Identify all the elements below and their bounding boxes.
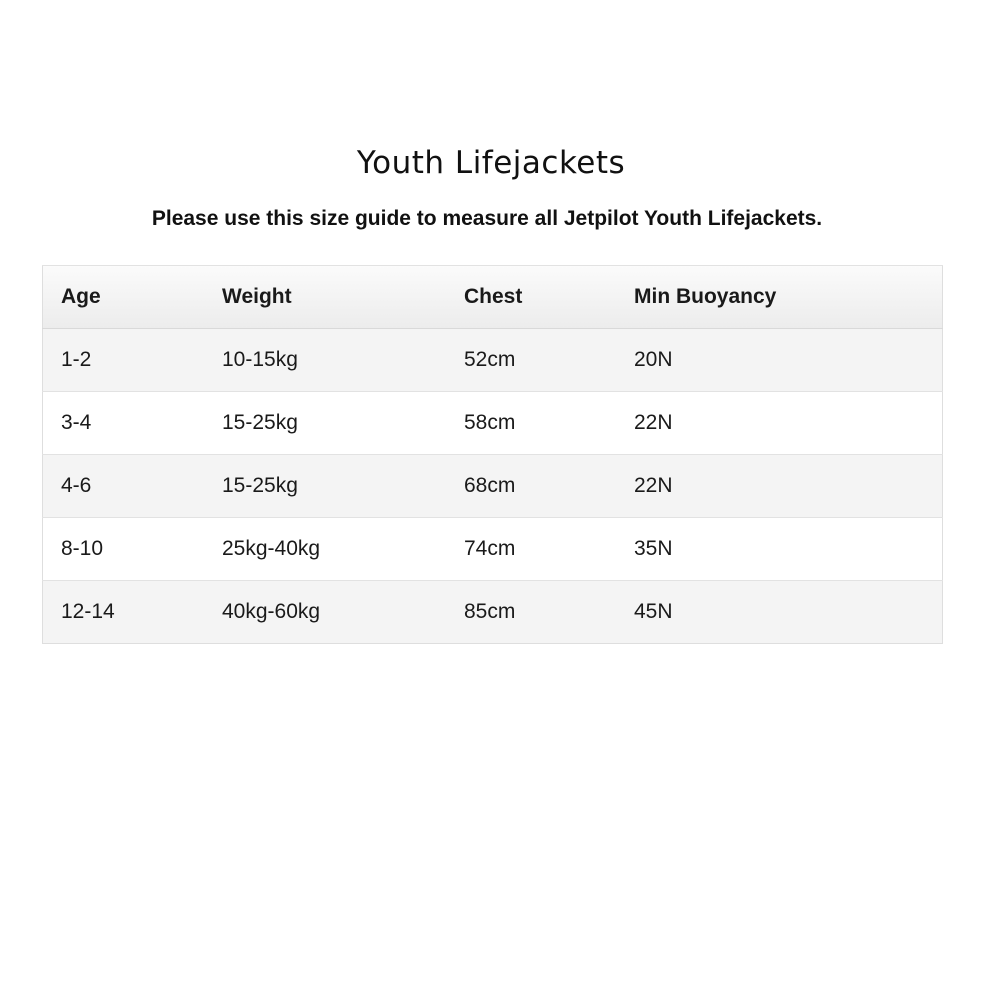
table-row [43, 518, 943, 581]
cell-chest: 52cm [446, 329, 616, 392]
cell-min-buoyancy: 20N [616, 329, 943, 392]
header-age: Age [43, 266, 205, 329]
table-header-row [43, 266, 943, 329]
cell-min-buoyancy: 22N [616, 392, 943, 455]
cell-chest: 68cm [446, 455, 616, 518]
cell-age: 3-4 [43, 392, 205, 455]
table-row [43, 329, 943, 392]
cell-age: 8-10 [43, 518, 205, 581]
table-row [43, 392, 943, 455]
cell-weight: 10-15kg [204, 329, 446, 392]
cell-age: 12-14 [43, 581, 205, 644]
table-row [43, 455, 943, 518]
cell-min-buoyancy: 45N [616, 581, 943, 644]
cell-weight: 15-25kg [204, 392, 446, 455]
cell-age: 1-2 [43, 329, 205, 392]
size-guide-table [42, 265, 943, 644]
cell-chest: 85cm [446, 581, 616, 644]
cell-min-buoyancy: 35N [616, 518, 943, 581]
cell-chest: 74cm [446, 518, 616, 581]
header-chest: Chest [446, 266, 616, 329]
cell-chest: 58cm [446, 392, 616, 455]
header-min-buoyancy: Min Buoyancy [616, 266, 943, 329]
cell-age: 4-6 [43, 455, 205, 518]
cell-weight: 15-25kg [204, 455, 446, 518]
table-row [43, 581, 943, 644]
page-subtitle: Please use this size guide to measure all Jetpilot Youth Lifejackets. [151, 207, 823, 230]
page-title: Youth Lifejackets [356, 145, 626, 181]
cell-weight: 40kg-60kg [204, 581, 446, 644]
cell-weight: 25kg-40kg [204, 518, 446, 581]
header-weight: Weight [204, 266, 446, 329]
cell-min-buoyancy: 22N [616, 455, 943, 518]
